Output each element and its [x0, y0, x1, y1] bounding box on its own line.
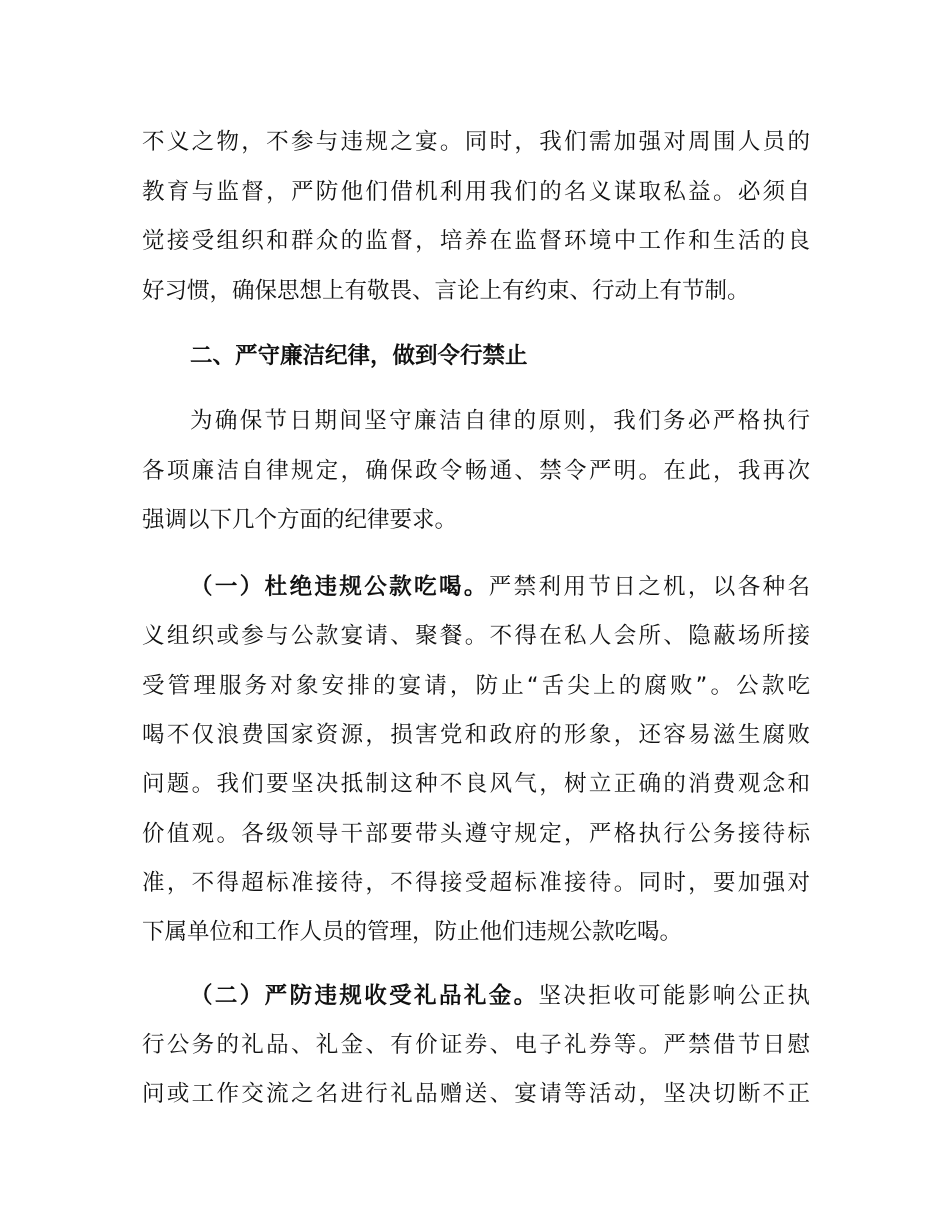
paragraph-line: 教育与监督，严防他们借机利用我们的名义谋取私益。必须自: [142, 179, 810, 205]
paragraph-line: 喝不仅浪费国家资源，损害党和政府的形象，还容易滋生腐败: [142, 722, 810, 748]
paragraph-line: [190, 976, 810, 1016]
section-heading: 二、严守廉洁纪律，做到令行禁止: [190, 343, 528, 369]
paragraph-line: 准，不得超标准接待，不得接受超标准接待。同时，要加强对: [142, 870, 810, 896]
paragraph-line: 好习惯，确保思想上有敬畏、言论上有约束、行动上有节制。: [142, 278, 750, 304]
paragraph-line: 下属单位和工作人员的管理，防止他们违规公款吃喝。: [142, 919, 683, 945]
paragraph-line: 义组织或参与公款宴请、聚餐。不得在私人会所、隐蔽场所接: [142, 623, 810, 649]
paragraph-line: 不义之物，不参与违规之宴。同时，我们需加强对周围人员的: [142, 129, 810, 155]
paragraph-text: 严禁利用节日之机，以各种名: [488, 574, 810, 600]
subsection-lead: （一）杜绝违规公款吃喝。: [190, 574, 489, 600]
paragraph-line: 价值观。各级领导干部要带头遵守规定，严格执行公务接待标: [142, 821, 810, 847]
paragraph-line: 行公务的礼品、礼金、有价证券、电子礼券等。严禁借节日慰: [142, 1032, 810, 1058]
paragraph-line: 受管理服务对象安排的宴请，防止“舌尖上的腐败”。公款吃: [142, 673, 810, 699]
paragraph-line: 问或工作交流之名进行礼品赠送、宴请等活动，坚决切断不正: [142, 1081, 810, 1107]
paragraph-line: 问题。我们要坚决抵制这种不良风气，树立正确的消费观念和: [142, 771, 810, 797]
paragraph-line: 觉接受组织和群众的监督，培养在监督环境中工作和生活的良: [142, 228, 810, 254]
paragraph-line: 强调以下几个方面的纪律要求。: [142, 507, 458, 533]
subsection-lead: （二）严防违规收受礼品礼金。: [190, 983, 539, 1009]
paragraph-line: 各项廉洁自律规定，确保政令畅通、禁令严明。在此，我再次: [142, 458, 810, 484]
paragraph-line: [190, 567, 810, 607]
paragraph-text: 坚决拒收可能影响公正执: [538, 983, 810, 1009]
paragraph-line: 为确保节日期间坚守廉洁自律的原则，我们务必严格执行: [190, 408, 810, 434]
